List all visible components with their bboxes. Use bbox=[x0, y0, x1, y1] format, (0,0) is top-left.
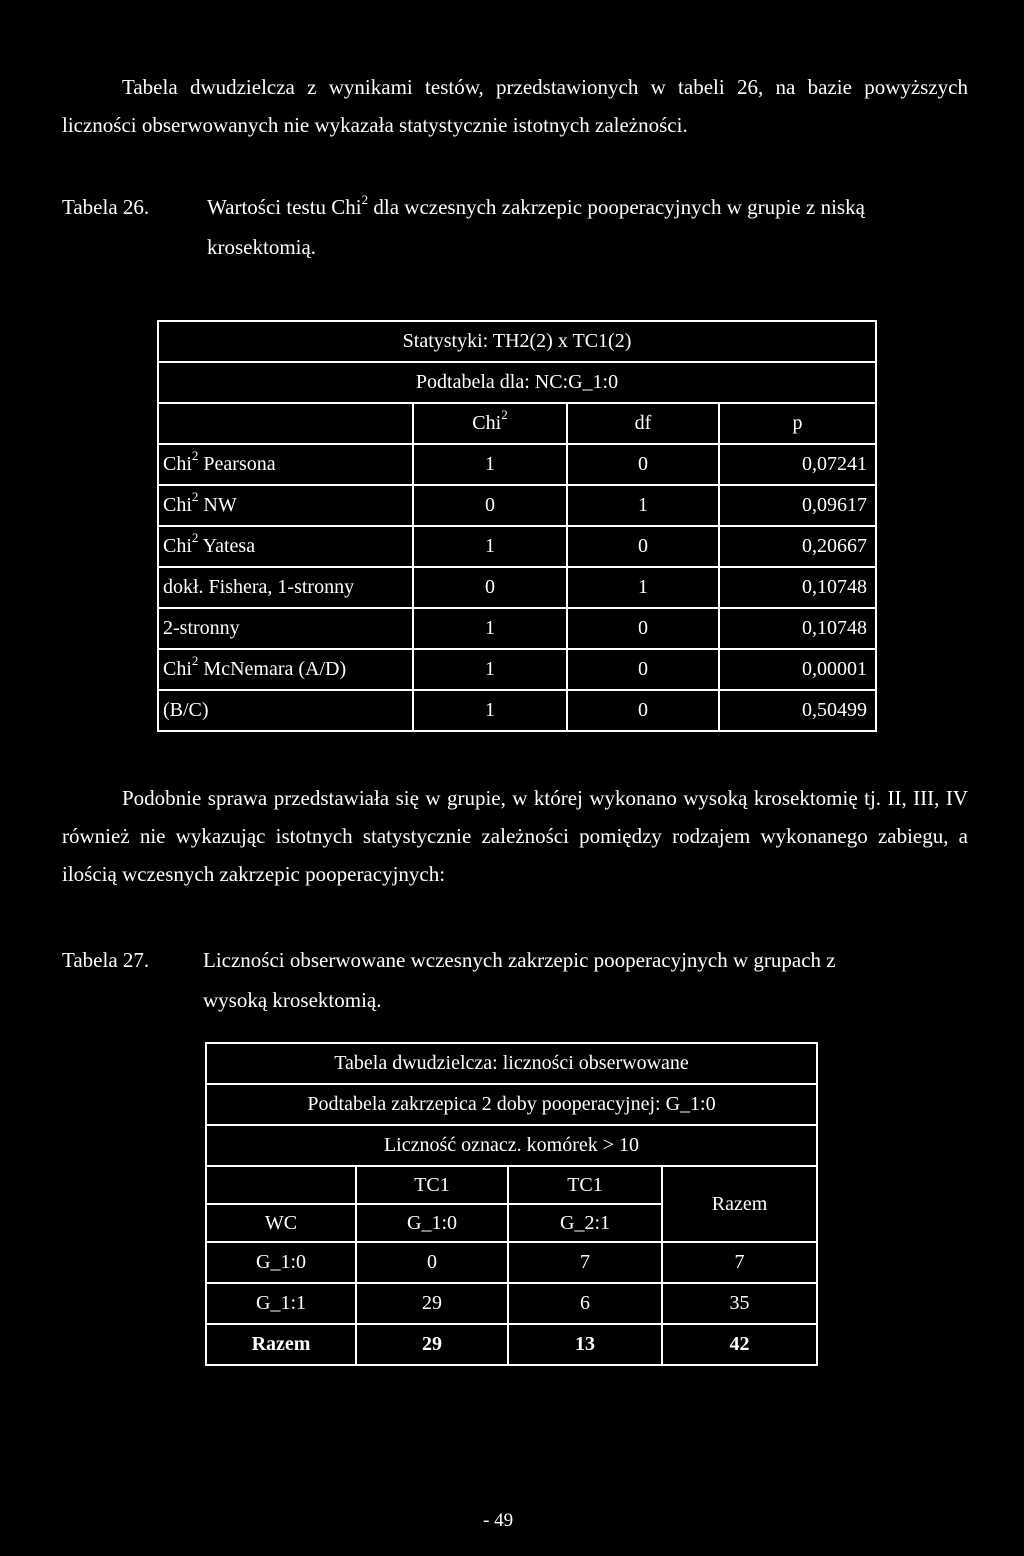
table26-cell-p: 0,09617 bbox=[719, 485, 876, 526]
table26-cell-p: 0,10748 bbox=[719, 608, 876, 649]
table26-caption-line2: krosektomią. bbox=[207, 235, 317, 259]
table26-row-label-text: Chi bbox=[163, 658, 192, 680]
table27-row-label: G_1:1 bbox=[206, 1283, 356, 1324]
table27-col-total: Razem bbox=[662, 1166, 817, 1242]
table27-row-label: G_1:0 bbox=[206, 1242, 356, 1283]
table27-total-label: Razem bbox=[206, 1324, 356, 1365]
table26-cell-chi: 0 bbox=[413, 567, 567, 608]
table26-header-chi bbox=[413, 403, 567, 444]
table26-cell-chi: 1 bbox=[413, 608, 567, 649]
table26-subtitle: Podtabela dla: NC:G_1:0 bbox=[158, 362, 876, 403]
table26-cell-chi: 1 bbox=[413, 690, 567, 731]
table26-row-label bbox=[158, 485, 413, 526]
table27-col-group-1: TC1 bbox=[356, 1166, 508, 1204]
table26-header-df: df bbox=[567, 403, 719, 444]
table26-row-label-text: Chi bbox=[163, 453, 192, 475]
table27-caption bbox=[203, 940, 963, 1020]
table27-cell-c1: 0 bbox=[356, 1242, 508, 1283]
table26-row-label-text: Chi bbox=[163, 535, 192, 557]
table26-header-row bbox=[158, 403, 876, 444]
table26-cell-df: 0 bbox=[567, 526, 719, 567]
table26-row-label-text: (B/C) bbox=[163, 699, 209, 721]
table27-subtitle: Podtabela zakrzepica 2 doby pooperacyjnej: G_1:0 bbox=[206, 1084, 817, 1125]
table26-row-label-rest: Pearsona bbox=[198, 453, 276, 475]
table26-cell-df: 1 bbox=[567, 485, 719, 526]
table27-caption-line1: Liczności obserwowane wczesnych zakrzepic pooperacyjnych w grupach z bbox=[203, 948, 836, 972]
table27-row bbox=[206, 1242, 817, 1283]
table26-row-label bbox=[158, 608, 413, 649]
table26-caption-part1: Wartości testu Chi bbox=[207, 195, 362, 219]
table27-row bbox=[206, 1283, 817, 1324]
table26-row bbox=[158, 567, 876, 608]
table26-row-label-rest: NW bbox=[198, 494, 237, 516]
middle-paragraph: Podobnie sprawa przedstawiała się w grupie, w której wykonano wysoką krosektomię tj. II, III, IV również nie wykazując istotnych statystycznie zależności pomiędzy rodzajem wykonanego zabiegu, a ilością wczesnych zakrzepic pooperacyjnych: bbox=[62, 786, 968, 886]
table26-row bbox=[158, 526, 876, 567]
table27-caption-line2: wysoką krosektomią. bbox=[203, 988, 382, 1012]
table26-row-label-sup: 2 bbox=[191, 653, 199, 669]
table26-title: Statystyki: TH2(2) x TC1(2) bbox=[158, 321, 876, 362]
table26-row bbox=[158, 608, 876, 649]
table26-cell-p: 0,10748 bbox=[719, 567, 876, 608]
table26-caption-part2: dla wczesnych zakrzepic pooperacyjnych w grupie z niską bbox=[368, 195, 865, 219]
intro-paragraph: Tabela dwudzielcza z wynikami testów, przedstawionych w tabeli 26, na bazie powyższych liczności obserwowanych nie wykazała statystycznie istotnych zależności. bbox=[62, 75, 968, 137]
table26-row-label bbox=[158, 526, 413, 567]
table26-row-label-sup: 2 bbox=[191, 448, 199, 464]
table26-row-label-rest: Yatesa bbox=[198, 535, 256, 557]
table27-cell-total: 7 bbox=[662, 1242, 817, 1283]
table27-total-c2: 13 bbox=[508, 1324, 662, 1365]
table27-col-sub-2: G_2:1 bbox=[508, 1204, 662, 1242]
table27 bbox=[205, 1042, 818, 1366]
table26-cell-chi: 1 bbox=[413, 444, 567, 485]
table27-corner-empty bbox=[206, 1166, 356, 1204]
table26-row bbox=[158, 690, 876, 731]
table26-row-label bbox=[158, 690, 413, 731]
table26-row-label-text: 2-stronny bbox=[163, 617, 240, 639]
table26-row-label-sup: 2 bbox=[191, 530, 199, 546]
table27-col-sub-1: G_1:0 bbox=[356, 1204, 508, 1242]
table26-cell-df: 1 bbox=[567, 567, 719, 608]
table26-cell-df: 0 bbox=[567, 649, 719, 690]
table26-cell-chi: 0 bbox=[413, 485, 567, 526]
table26-cell-p: 0,50499 bbox=[719, 690, 876, 731]
table26-row-label bbox=[158, 444, 413, 485]
table26-row-label-sup: 2 bbox=[191, 489, 199, 505]
table26-header-empty bbox=[158, 403, 413, 444]
table27-row-header: WC bbox=[206, 1204, 356, 1242]
table27-title: Tabela dwudzielcza: liczności obserwowane bbox=[206, 1043, 817, 1084]
table27-total-c1: 29 bbox=[356, 1324, 508, 1365]
table26-cell-df: 0 bbox=[567, 444, 719, 485]
table26-caption-sup: 2 bbox=[361, 192, 369, 207]
table26-label: Tabela 26. bbox=[62, 195, 150, 219]
table26-row-label bbox=[158, 567, 413, 608]
table27-note: Liczność oznacz. komórek > 10 bbox=[206, 1125, 817, 1166]
table26-row-label bbox=[158, 649, 413, 690]
table27-total-row bbox=[206, 1324, 817, 1365]
page-number: - 49 bbox=[483, 1510, 514, 1531]
table27-label: Tabela 27. bbox=[62, 948, 150, 972]
table26-caption bbox=[207, 187, 977, 267]
table26-row bbox=[158, 649, 876, 690]
table26-header-chi-text: Chi bbox=[472, 412, 502, 434]
table26-header-p: p bbox=[719, 403, 876, 444]
table27-total-sum: 42 bbox=[662, 1324, 817, 1365]
table26-cell-chi: 1 bbox=[413, 526, 567, 567]
table27-cell-c1: 29 bbox=[356, 1283, 508, 1324]
table26-cell-p: 0,20667 bbox=[719, 526, 876, 567]
table26-cell-df: 0 bbox=[567, 608, 719, 649]
table27-cell-total: 35 bbox=[662, 1283, 817, 1324]
table26-row bbox=[158, 485, 876, 526]
table26-header-chi-sup: 2 bbox=[501, 407, 508, 423]
table26-row bbox=[158, 444, 876, 485]
table26-row-label-text: Chi bbox=[163, 494, 192, 516]
table26-cell-p: 0,07241 bbox=[719, 444, 876, 485]
table26-row-label-rest: McNemara (A/D) bbox=[198, 658, 347, 680]
table26-cell-df: 0 bbox=[567, 690, 719, 731]
table26-cell-p: 0,00001 bbox=[719, 649, 876, 690]
table26-row-label-text: dokł. Fishera, 1-stronny bbox=[163, 576, 355, 598]
table26-cell-chi: 1 bbox=[413, 649, 567, 690]
table26 bbox=[157, 320, 877, 732]
table27-cell-c2: 6 bbox=[508, 1283, 662, 1324]
table27-col-group-2: TC1 bbox=[508, 1166, 662, 1204]
table27-cell-c2: 7 bbox=[508, 1242, 662, 1283]
